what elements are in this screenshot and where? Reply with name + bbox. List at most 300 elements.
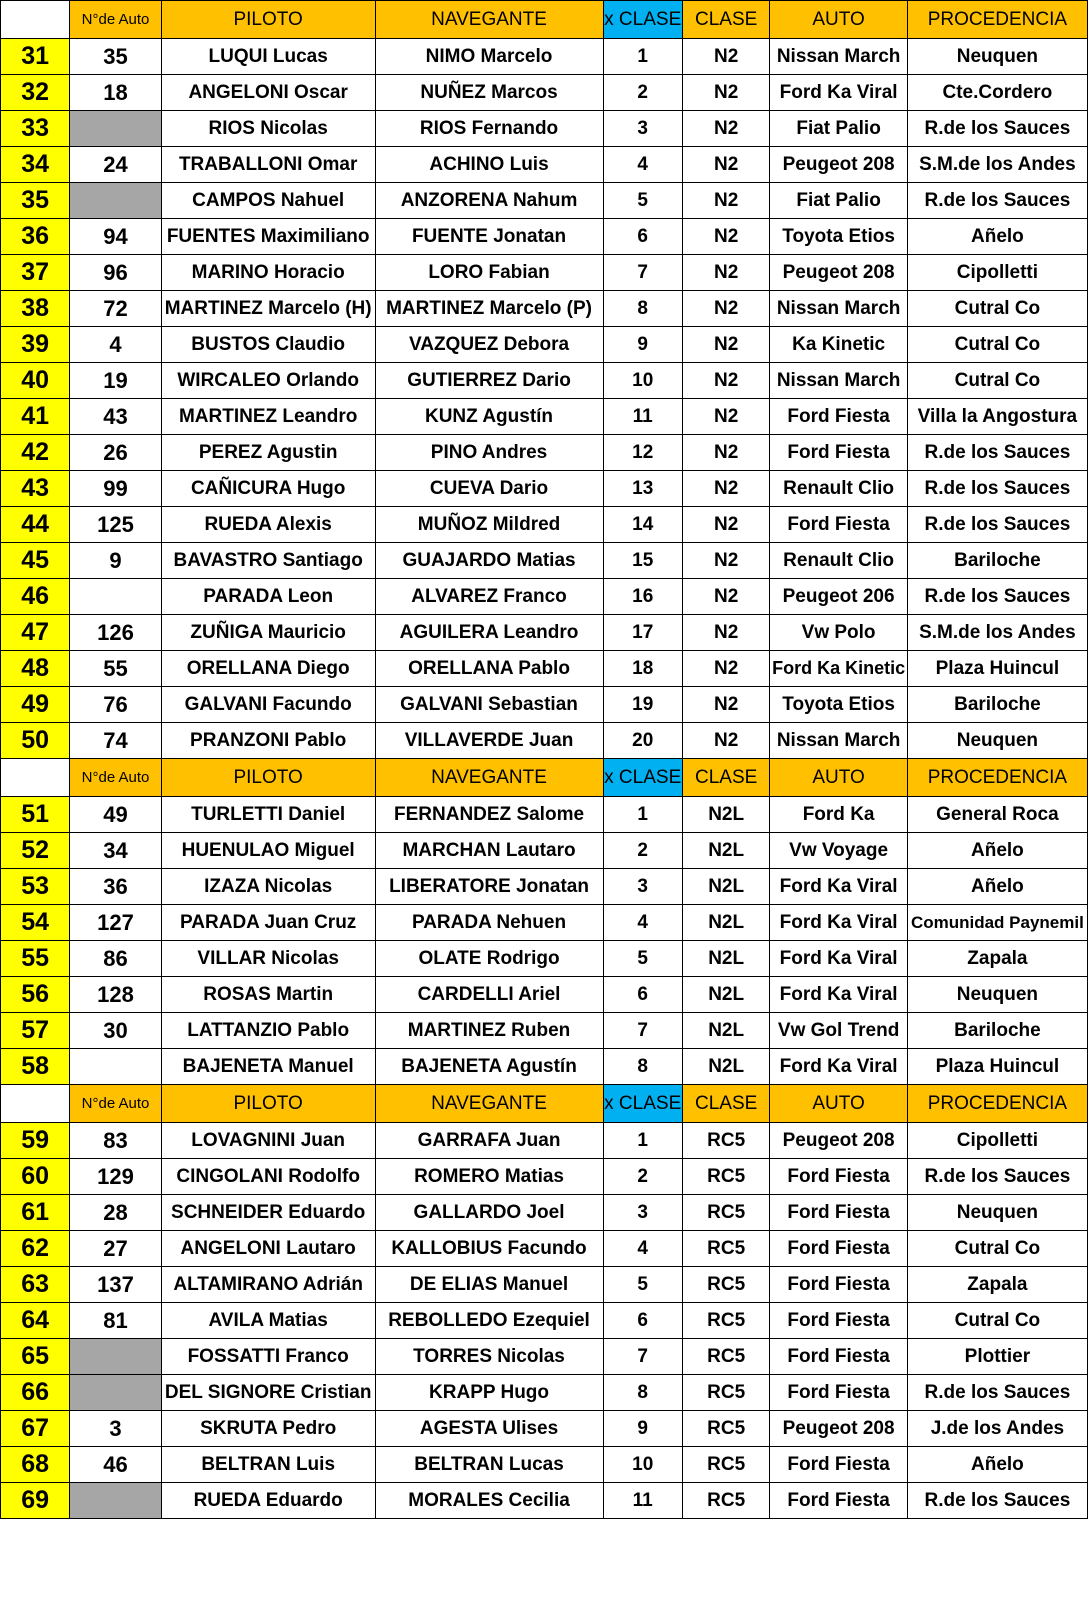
x-clase-cell: 1 bbox=[603, 797, 682, 833]
piloto-cell: TURLETTI Daniel bbox=[161, 797, 375, 833]
navegante-cell: ALVAREZ Franco bbox=[375, 579, 603, 615]
procedencia-cell: Cte.Cordero bbox=[907, 75, 1087, 111]
clase-cell: N2 bbox=[682, 687, 770, 723]
header-row bbox=[1, 759, 1088, 797]
auto-cell: Peugeot 208 bbox=[770, 1123, 907, 1159]
position-cell: 38 bbox=[1, 291, 70, 327]
procedencia-cell: R.de los Sauces bbox=[907, 435, 1087, 471]
x-clase-cell: 2 bbox=[603, 75, 682, 111]
table-row bbox=[1, 183, 1088, 219]
navegante-cell: MARTINEZ Ruben bbox=[375, 1013, 603, 1049]
piloto-cell: PEREZ Agustin bbox=[161, 435, 375, 471]
x-clase-cell: 3 bbox=[603, 869, 682, 905]
auto-cell: Vw Voyage bbox=[770, 833, 907, 869]
piloto-cell: ALTAMIRANO Adrián bbox=[161, 1267, 375, 1303]
navegante-cell: NUÑEZ Marcos bbox=[375, 75, 603, 111]
table-row bbox=[1, 797, 1088, 833]
clase-cell: N2 bbox=[682, 471, 770, 507]
auto-cell: Vw Gol Trend bbox=[770, 1013, 907, 1049]
table-row bbox=[1, 1123, 1088, 1159]
piloto-cell: CINGOLANI Rodolfo bbox=[161, 1159, 375, 1195]
clase-cell: N2 bbox=[682, 147, 770, 183]
navegante-cell: KUNZ Agustín bbox=[375, 399, 603, 435]
header-piloto: PILOTO bbox=[161, 1085, 375, 1123]
header-auto: AUTO bbox=[770, 1, 907, 39]
procedencia-cell: S.M.de los Andes bbox=[907, 615, 1087, 651]
table-row bbox=[1, 723, 1088, 759]
clase-cell: N2L bbox=[682, 869, 770, 905]
piloto-cell: LOVAGNINI Juan bbox=[161, 1123, 375, 1159]
x-clase-cell: 12 bbox=[603, 435, 682, 471]
table-row bbox=[1, 1303, 1088, 1339]
car-number-cell: 36 bbox=[70, 869, 162, 905]
clase-cell: RC5 bbox=[682, 1447, 770, 1483]
car-number-cell: 94 bbox=[70, 219, 162, 255]
x-clase-cell: 13 bbox=[603, 471, 682, 507]
navegante-cell: MARTINEZ Marcelo (P) bbox=[375, 291, 603, 327]
car-number-cell bbox=[70, 183, 162, 219]
header-corner bbox=[1, 1, 70, 39]
position-cell: 62 bbox=[1, 1231, 70, 1267]
clase-cell: N2 bbox=[682, 399, 770, 435]
piloto-cell: PARADA Leon bbox=[161, 579, 375, 615]
auto-cell: Renault Clio bbox=[770, 471, 907, 507]
table-row bbox=[1, 39, 1088, 75]
car-number-cell bbox=[70, 1483, 162, 1519]
piloto-cell: DEL SIGNORE Cristian bbox=[161, 1375, 375, 1411]
clase-cell: RC5 bbox=[682, 1411, 770, 1447]
piloto-cell: IZAZA Nicolas bbox=[161, 869, 375, 905]
x-clase-cell: 15 bbox=[603, 543, 682, 579]
clase-cell: RC5 bbox=[682, 1375, 770, 1411]
navegante-cell: GUTIERREZ Dario bbox=[375, 363, 603, 399]
piloto-cell: RIOS Nicolas bbox=[161, 111, 375, 147]
position-cell: 53 bbox=[1, 869, 70, 905]
table-row bbox=[1, 615, 1088, 651]
procedencia-cell: Cipolletti bbox=[907, 255, 1087, 291]
table-row bbox=[1, 1231, 1088, 1267]
position-cell: 37 bbox=[1, 255, 70, 291]
table-row bbox=[1, 579, 1088, 615]
car-number-cell: 46 bbox=[70, 1447, 162, 1483]
position-cell: 35 bbox=[1, 183, 70, 219]
navegante-cell: BELTRAN Lucas bbox=[375, 1447, 603, 1483]
procedencia-cell: Añelo bbox=[907, 833, 1087, 869]
header-auto: AUTO bbox=[770, 759, 907, 797]
procedencia-cell: Neuquen bbox=[907, 1195, 1087, 1231]
table-row bbox=[1, 1013, 1088, 1049]
clase-cell: N2 bbox=[682, 255, 770, 291]
header-piloto: PILOTO bbox=[161, 759, 375, 797]
procedencia-cell: Zapala bbox=[907, 941, 1087, 977]
navegante-cell: GARRAFA Juan bbox=[375, 1123, 603, 1159]
navegante-cell: KRAPP Hugo bbox=[375, 1375, 603, 1411]
piloto-cell: PARADA Juan Cruz bbox=[161, 905, 375, 941]
auto-cell: Fiat Palio bbox=[770, 111, 907, 147]
car-number-cell: 18 bbox=[70, 75, 162, 111]
piloto-cell: CAMPOS Nahuel bbox=[161, 183, 375, 219]
car-number-cell: 99 bbox=[70, 471, 162, 507]
x-clase-cell: 7 bbox=[603, 1339, 682, 1375]
procedencia-cell: Bariloche bbox=[907, 543, 1087, 579]
clase-cell: RC5 bbox=[682, 1231, 770, 1267]
position-cell: 59 bbox=[1, 1123, 70, 1159]
table-row bbox=[1, 75, 1088, 111]
car-number-cell: 127 bbox=[70, 905, 162, 941]
car-number-cell bbox=[70, 1339, 162, 1375]
auto-cell: Ford Ka Viral bbox=[770, 941, 907, 977]
navegante-cell: GUAJARDO Matias bbox=[375, 543, 603, 579]
auto-cell: Peugeot 208 bbox=[770, 1411, 907, 1447]
car-number-cell: 83 bbox=[70, 1123, 162, 1159]
x-clase-cell: 17 bbox=[603, 615, 682, 651]
clase-cell: N2 bbox=[682, 183, 770, 219]
piloto-cell: ROSAS Martin bbox=[161, 977, 375, 1013]
piloto-cell: ZUÑIGA Mauricio bbox=[161, 615, 375, 651]
piloto-cell: BAJENETA Manuel bbox=[161, 1049, 375, 1085]
procedencia-cell: Cutral Co bbox=[907, 363, 1087, 399]
table-row bbox=[1, 1375, 1088, 1411]
clase-cell: N2L bbox=[682, 977, 770, 1013]
position-cell: 55 bbox=[1, 941, 70, 977]
car-number-cell: 34 bbox=[70, 833, 162, 869]
position-cell: 33 bbox=[1, 111, 70, 147]
auto-cell: Ford Ka Kinetic bbox=[770, 651, 907, 687]
header-x-clase: x CLASE bbox=[603, 1085, 682, 1123]
piloto-cell: GALVANI Facundo bbox=[161, 687, 375, 723]
navegante-cell: CARDELLI Ariel bbox=[375, 977, 603, 1013]
table-row bbox=[1, 111, 1088, 147]
auto-cell: Ford Fiesta bbox=[770, 399, 907, 435]
procedencia-cell: Plaza Huincul bbox=[907, 1049, 1087, 1085]
x-clase-cell: 3 bbox=[603, 111, 682, 147]
piloto-cell: VILLAR Nicolas bbox=[161, 941, 375, 977]
piloto-cell: BELTRAN Luis bbox=[161, 1447, 375, 1483]
piloto-cell: MARINO Horacio bbox=[161, 255, 375, 291]
clase-cell: N2L bbox=[682, 797, 770, 833]
car-number-cell: 72 bbox=[70, 291, 162, 327]
car-number-cell: 35 bbox=[70, 39, 162, 75]
header-piloto: PILOTO bbox=[161, 1, 375, 39]
table-row bbox=[1, 1447, 1088, 1483]
table-row bbox=[1, 471, 1088, 507]
car-number-cell: 30 bbox=[70, 1013, 162, 1049]
auto-cell: Ford Fiesta bbox=[770, 1483, 907, 1519]
header-x-clase: x CLASE bbox=[603, 759, 682, 797]
procedencia-cell: Neuquen bbox=[907, 39, 1087, 75]
auto-cell: Ford Ka Viral bbox=[770, 75, 907, 111]
car-number-cell: 76 bbox=[70, 687, 162, 723]
procedencia-cell: R.de los Sauces bbox=[907, 579, 1087, 615]
position-cell: 44 bbox=[1, 507, 70, 543]
clase-cell: N2 bbox=[682, 651, 770, 687]
piloto-cell: FUENTES Maximiliano bbox=[161, 219, 375, 255]
auto-cell: Ka Kinetic bbox=[770, 327, 907, 363]
position-cell: 58 bbox=[1, 1049, 70, 1085]
car-number-cell: 126 bbox=[70, 615, 162, 651]
procedencia-cell: Neuquen bbox=[907, 977, 1087, 1013]
position-cell: 45 bbox=[1, 543, 70, 579]
navegante-cell: REBOLLEDO Ezequiel bbox=[375, 1303, 603, 1339]
clase-cell: N2 bbox=[682, 39, 770, 75]
header-n-auto: N°de Auto bbox=[70, 759, 162, 797]
position-cell: 63 bbox=[1, 1267, 70, 1303]
x-clase-cell: 8 bbox=[603, 1375, 682, 1411]
procedencia-cell: Bariloche bbox=[907, 687, 1087, 723]
auto-cell: Ford Fiesta bbox=[770, 1303, 907, 1339]
auto-cell: Toyota Etios bbox=[770, 687, 907, 723]
table-row bbox=[1, 1411, 1088, 1447]
position-cell: 42 bbox=[1, 435, 70, 471]
position-cell: 34 bbox=[1, 147, 70, 183]
procedencia-cell: Cutral Co bbox=[907, 1231, 1087, 1267]
position-cell: 39 bbox=[1, 327, 70, 363]
auto-cell: Ford Fiesta bbox=[770, 1339, 907, 1375]
table-row bbox=[1, 1159, 1088, 1195]
table-row bbox=[1, 977, 1088, 1013]
x-clase-cell: 14 bbox=[603, 507, 682, 543]
position-cell: 49 bbox=[1, 687, 70, 723]
navegante-cell: GALLARDO Joel bbox=[375, 1195, 603, 1231]
header-auto: AUTO bbox=[770, 1085, 907, 1123]
clase-cell: RC5 bbox=[682, 1195, 770, 1231]
navegante-cell: NIMO Marcelo bbox=[375, 39, 603, 75]
clase-cell: N2L bbox=[682, 1049, 770, 1085]
position-cell: 50 bbox=[1, 723, 70, 759]
position-cell: 52 bbox=[1, 833, 70, 869]
navegante-cell: ROMERO Matias bbox=[375, 1159, 603, 1195]
header-row bbox=[1, 1, 1088, 39]
auto-cell: Ford Fiesta bbox=[770, 1375, 907, 1411]
position-cell: 41 bbox=[1, 399, 70, 435]
procedencia-cell: Plaza Huincul bbox=[907, 651, 1087, 687]
navegante-cell: ORELLANA Pablo bbox=[375, 651, 603, 687]
clase-cell: N2L bbox=[682, 833, 770, 869]
auto-cell: Peugeot 208 bbox=[770, 255, 907, 291]
car-number-cell: 55 bbox=[70, 651, 162, 687]
header-procedencia: PROCEDENCIA bbox=[907, 759, 1087, 797]
navegante-cell: CUEVA Dario bbox=[375, 471, 603, 507]
x-clase-cell: 2 bbox=[603, 833, 682, 869]
header-procedencia: PROCEDENCIA bbox=[907, 1085, 1087, 1123]
x-clase-cell: 11 bbox=[603, 1483, 682, 1519]
car-number-cell bbox=[70, 1049, 162, 1085]
piloto-cell: LUQUI Lucas bbox=[161, 39, 375, 75]
navegante-cell: ANZORENA Nahum bbox=[375, 183, 603, 219]
position-cell: 66 bbox=[1, 1375, 70, 1411]
clase-cell: N2L bbox=[682, 941, 770, 977]
procedencia-cell: Cutral Co bbox=[907, 1303, 1087, 1339]
navegante-cell: VAZQUEZ Debora bbox=[375, 327, 603, 363]
x-clase-cell: 6 bbox=[603, 977, 682, 1013]
clase-cell: N2 bbox=[682, 111, 770, 147]
x-clase-cell: 3 bbox=[603, 1195, 682, 1231]
auto-cell: Ford Fiesta bbox=[770, 1267, 907, 1303]
x-clase-cell: 4 bbox=[603, 1231, 682, 1267]
navegante-cell: MORALES Cecilia bbox=[375, 1483, 603, 1519]
table-row bbox=[1, 219, 1088, 255]
auto-cell: Ford Ka Viral bbox=[770, 1049, 907, 1085]
table-row bbox=[1, 291, 1088, 327]
clase-cell: N2 bbox=[682, 723, 770, 759]
navegante-cell: TORRES Nicolas bbox=[375, 1339, 603, 1375]
header-clase: CLASE bbox=[682, 1, 770, 39]
navegante-cell: DE ELIAS Manuel bbox=[375, 1267, 603, 1303]
clase-cell: RC5 bbox=[682, 1267, 770, 1303]
clase-cell: N2 bbox=[682, 579, 770, 615]
procedencia-cell: Añelo bbox=[907, 1447, 1087, 1483]
procedencia-cell: Comunidad Paynemil bbox=[907, 905, 1087, 941]
navegante-cell: BAJENETA Agustín bbox=[375, 1049, 603, 1085]
navegante-cell: GALVANI Sebastian bbox=[375, 687, 603, 723]
x-clase-cell: 6 bbox=[603, 1303, 682, 1339]
car-number-cell: 86 bbox=[70, 941, 162, 977]
position-cell: 64 bbox=[1, 1303, 70, 1339]
piloto-cell: MARTINEZ Leandro bbox=[161, 399, 375, 435]
x-clase-cell: 20 bbox=[603, 723, 682, 759]
procedencia-cell: Zapala bbox=[907, 1267, 1087, 1303]
navegante-cell: ACHINO Luis bbox=[375, 147, 603, 183]
clase-cell: N2L bbox=[682, 1013, 770, 1049]
piloto-cell: ORELLANA Diego bbox=[161, 651, 375, 687]
navegante-cell: VILLAVERDE Juan bbox=[375, 723, 603, 759]
position-cell: 68 bbox=[1, 1447, 70, 1483]
position-cell: 40 bbox=[1, 363, 70, 399]
car-number-cell: 49 bbox=[70, 797, 162, 833]
clase-cell: N2 bbox=[682, 435, 770, 471]
table-row bbox=[1, 1483, 1088, 1519]
navegante-cell: PINO Andres bbox=[375, 435, 603, 471]
header-corner bbox=[1, 1085, 70, 1123]
car-number-cell bbox=[70, 111, 162, 147]
position-cell: 65 bbox=[1, 1339, 70, 1375]
navegante-cell: RIOS Fernando bbox=[375, 111, 603, 147]
clase-cell: RC5 bbox=[682, 1303, 770, 1339]
position-cell: 43 bbox=[1, 471, 70, 507]
position-cell: 69 bbox=[1, 1483, 70, 1519]
clase-cell: N2 bbox=[682, 327, 770, 363]
navegante-cell: MARCHAN Lautaro bbox=[375, 833, 603, 869]
car-number-cell bbox=[70, 1375, 162, 1411]
auto-cell: Fiat Palio bbox=[770, 183, 907, 219]
piloto-cell: SCHNEIDER Eduardo bbox=[161, 1195, 375, 1231]
header-clase: CLASE bbox=[682, 759, 770, 797]
procedencia-cell: Cutral Co bbox=[907, 327, 1087, 363]
x-clase-cell: 8 bbox=[603, 291, 682, 327]
header-row bbox=[1, 1085, 1088, 1123]
position-cell: 51 bbox=[1, 797, 70, 833]
clase-cell: N2 bbox=[682, 615, 770, 651]
car-number-cell: 24 bbox=[70, 147, 162, 183]
auto-cell: Nissan March bbox=[770, 363, 907, 399]
table-row bbox=[1, 1339, 1088, 1375]
piloto-cell: HUENULAO Miguel bbox=[161, 833, 375, 869]
car-number-cell: 137 bbox=[70, 1267, 162, 1303]
procedencia-cell: Neuquen bbox=[907, 723, 1087, 759]
piloto-cell: SKRUTA Pedro bbox=[161, 1411, 375, 1447]
piloto-cell: PRANZONI Pablo bbox=[161, 723, 375, 759]
table-row bbox=[1, 399, 1088, 435]
navegante-cell: LORO Fabian bbox=[375, 255, 603, 291]
car-number-cell: 4 bbox=[70, 327, 162, 363]
header-navegante: NAVEGANTE bbox=[375, 1, 603, 39]
header-n-auto: N°de Auto bbox=[70, 1, 162, 39]
x-clase-cell: 8 bbox=[603, 1049, 682, 1085]
clase-cell: RC5 bbox=[682, 1483, 770, 1519]
x-clase-cell: 5 bbox=[603, 941, 682, 977]
table-row bbox=[1, 147, 1088, 183]
piloto-cell: RUEDA Alexis bbox=[161, 507, 375, 543]
piloto-cell: TRABALLONI Omar bbox=[161, 147, 375, 183]
clase-cell: RC5 bbox=[682, 1339, 770, 1375]
x-clase-cell: 5 bbox=[603, 1267, 682, 1303]
x-clase-cell: 7 bbox=[603, 255, 682, 291]
procedencia-cell: Añelo bbox=[907, 869, 1087, 905]
procedencia-cell: R.de los Sauces bbox=[907, 507, 1087, 543]
clase-cell: N2 bbox=[682, 291, 770, 327]
procedencia-cell: General Roca bbox=[907, 797, 1087, 833]
auto-cell: Ford Fiesta bbox=[770, 1231, 907, 1267]
navegante-cell: KALLOBIUS Facundo bbox=[375, 1231, 603, 1267]
clase-cell: N2 bbox=[682, 543, 770, 579]
table-row bbox=[1, 507, 1088, 543]
navegante-cell: PARADA Nehuen bbox=[375, 905, 603, 941]
x-clase-cell: 4 bbox=[603, 905, 682, 941]
auto-cell: Ford Fiesta bbox=[770, 1159, 907, 1195]
table-row bbox=[1, 1049, 1088, 1085]
car-number-cell: 27 bbox=[70, 1231, 162, 1267]
auto-cell: Peugeot 206 bbox=[770, 579, 907, 615]
procedencia-cell: R.de los Sauces bbox=[907, 183, 1087, 219]
clase-cell: N2 bbox=[682, 507, 770, 543]
x-clase-cell: 1 bbox=[603, 39, 682, 75]
piloto-cell: ANGELONI Oscar bbox=[161, 75, 375, 111]
auto-cell: Nissan March bbox=[770, 291, 907, 327]
position-cell: 57 bbox=[1, 1013, 70, 1049]
auto-cell: Ford Ka bbox=[770, 797, 907, 833]
header-navegante: NAVEGANTE bbox=[375, 759, 603, 797]
table-row bbox=[1, 869, 1088, 905]
auto-cell: Ford Fiesta bbox=[770, 1195, 907, 1231]
clase-cell: N2L bbox=[682, 905, 770, 941]
procedencia-cell: R.de los Sauces bbox=[907, 1483, 1087, 1519]
navegante-cell: FUENTE Jonatan bbox=[375, 219, 603, 255]
car-number-cell: 128 bbox=[70, 977, 162, 1013]
car-number-cell: 19 bbox=[70, 363, 162, 399]
position-cell: 48 bbox=[1, 651, 70, 687]
table-row bbox=[1, 255, 1088, 291]
x-clase-cell: 1 bbox=[603, 1123, 682, 1159]
position-cell: 31 bbox=[1, 39, 70, 75]
procedencia-cell: Bariloche bbox=[907, 1013, 1087, 1049]
procedencia-cell: R.de los Sauces bbox=[907, 471, 1087, 507]
piloto-cell: CAÑICURA Hugo bbox=[161, 471, 375, 507]
header-navegante: NAVEGANTE bbox=[375, 1085, 603, 1123]
piloto-cell: MARTINEZ Marcelo (H) bbox=[161, 291, 375, 327]
x-clase-cell: 16 bbox=[603, 579, 682, 615]
car-number-cell: 3 bbox=[70, 1411, 162, 1447]
navegante-cell: AGESTA Ulises bbox=[375, 1411, 603, 1447]
procedencia-cell: R.de los Sauces bbox=[907, 111, 1087, 147]
position-cell: 56 bbox=[1, 977, 70, 1013]
table-row bbox=[1, 941, 1088, 977]
table-row bbox=[1, 543, 1088, 579]
clase-cell: N2 bbox=[682, 363, 770, 399]
auto-cell: Nissan March bbox=[770, 39, 907, 75]
x-clase-cell: 9 bbox=[603, 1411, 682, 1447]
car-number-cell: 96 bbox=[70, 255, 162, 291]
procedencia-cell: Añelo bbox=[907, 219, 1087, 255]
